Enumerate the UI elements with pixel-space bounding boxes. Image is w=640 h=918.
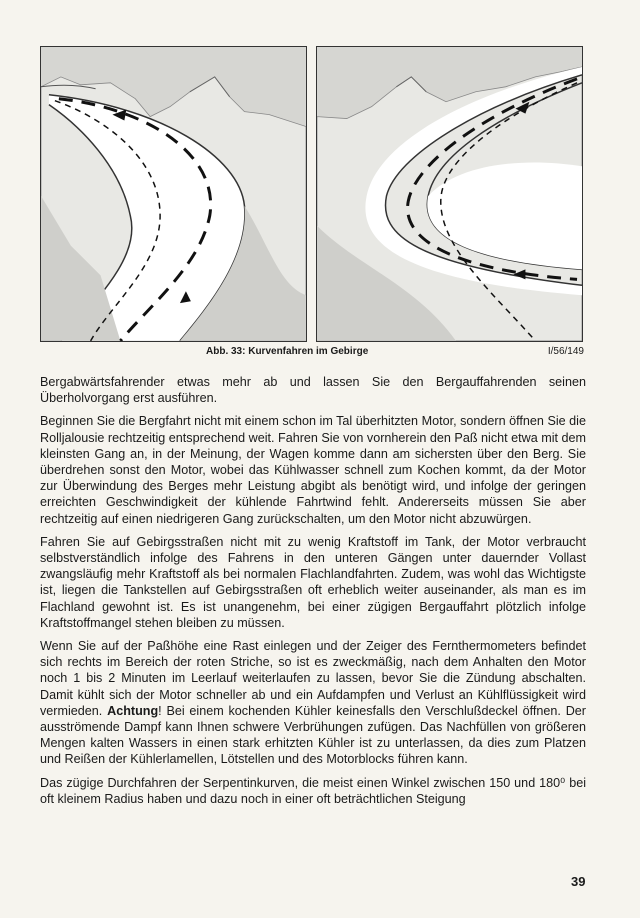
left-curve-drawing bbox=[41, 47, 306, 341]
paragraph-2: Beginnen Sie die Bergfahrt nicht mit einem schon im Tal überhitzten Motor, sondern öffnen Sie die Rolljalousie rechtzeitig entsprechend weit. Fahren Sie von vornherein den Paß nicht etwa mit dem kleinsten Gang an, in der Meinung, der Wagen komme dann am sichersten über den Berg. Sie überdrehen sonst den Motor, wobei das Kühlwasser schnell zum Kochen kommt, da der Motor zur Überwindung des Berges mehr Leistung abgibt als benötigt wird, und infolge der geringen erreichten Geschwindigkeit der kühlende Fahrtwind fehlt. Andererseits müssen Sie aber rechtzeitig auf einen niedrigeren Gang zurückschalten, um den Motor nicht abzuwürgen. bbox=[40, 414, 587, 526]
paragraph-5: Das zügige Durchfahren der Serpentinkurven, die meist einen Winkel zwischen 150 und 180⁰ bei oft kleinem Radius haben und dazu noch in einer oft beträchtlichen Steigung bbox=[40, 775, 586, 806]
page-number: 39 bbox=[571, 874, 586, 889]
figure-caption bbox=[40, 346, 584, 362]
paragraph-4 bbox=[40, 638, 586, 768]
paragraph-1: Bergabwärtsfahrender etwas mehr ab und lassen Sie den Bergauffahrenden seinen Überholvorgang erst ausführen. bbox=[40, 375, 586, 406]
paragraph-4-before: Wenn Sie auf der Paßhöhe eine Rast einlegen und der Zeiger des Fernthermometers befindet sich rechts im Bereich der roten Striche, so ist es zweckmäßig, nach dem Anhalten den Motor noch 1 bis 2 Minuten im Leerlauf weiterlaufen zu lassen, bevor Sie die Zündung abschalten. Damit kühlt sich der Motor schneller ab und ein Aufdampfen und Verlust an Kühlflüssigkeit wird vermieden. bbox=[40, 639, 586, 718]
illustration-uphill-curve bbox=[316, 46, 583, 342]
paragraph-3: Fahren Sie auf Gebirgsstraßen nicht mit zu wenig Kraftstoff im Tank, der Motor verbraucht selbstverständlich infolge des Fahrens in den unteren Gängen unter dauernder Vollast zwangsläufig mehr Kraftstoff als bei normalen Flachlandfahrten. Zudem, was wohl das Wichtigste ist, liegen die Tankstellen auf Gebirgsstraßen oft erheblich weiter auseinander, als man es im Flachland gewohnt ist. Es ist unangenehm, bei einer zügigen Bergauffahrt plötzlich infolge Kraftstoffmangel stehen bleiben zu müssen. bbox=[40, 534, 586, 630]
paragraph-4-after: ! Bei einem kochenden Kühler keinesfalls den Verschlußdeckel öffnen. Der ausströmende Dampf kann Ihnen schwere Verbrühungen zufügen. Das Nachfüllen von größeren Mengen kalten Wassers in einen stark erhitzten Kühler ist zu unterlassen, da dies zum Platzen und Reißen der Kühlerlamellen, Lötstellen und des Motorblocks führen kann. bbox=[40, 703, 586, 767]
warning-label: Achtung bbox=[107, 703, 159, 718]
caption-code: I/56/149 bbox=[547, 346, 584, 357]
right-curve-drawing bbox=[317, 47, 582, 341]
caption-title: Abb. 33: Kurvenfahren im Gebirge bbox=[206, 346, 369, 357]
illustration-downhill-curve bbox=[40, 46, 307, 342]
body-text bbox=[40, 374, 586, 814]
figure-mountain-curves bbox=[40, 46, 584, 342]
